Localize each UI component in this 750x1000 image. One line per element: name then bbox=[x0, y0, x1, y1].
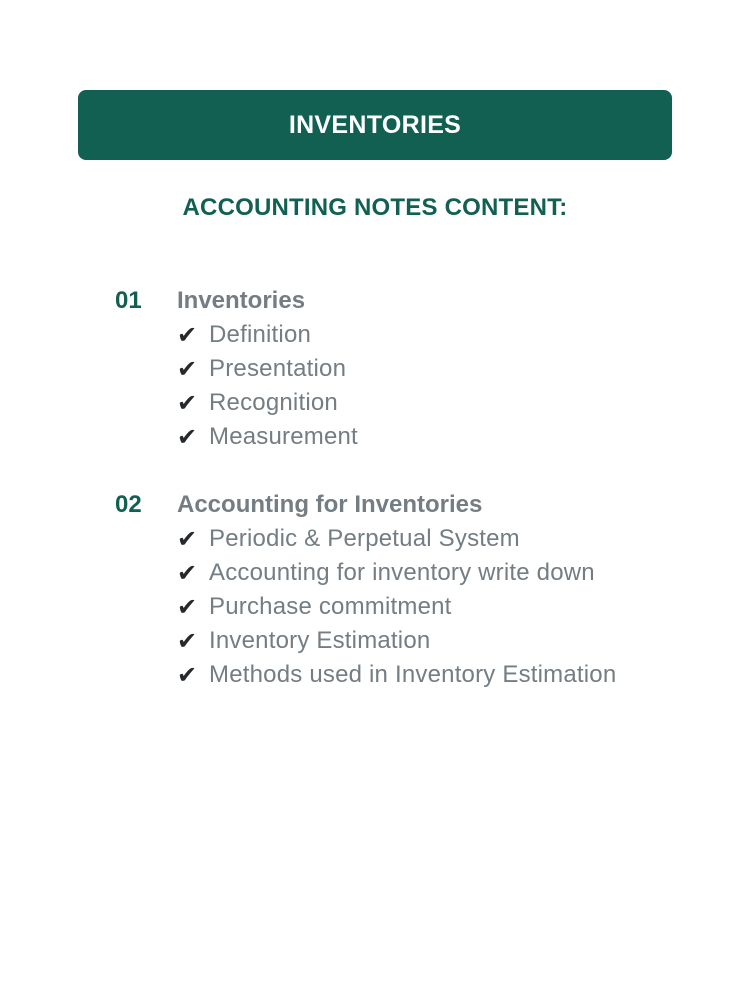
title-banner bbox=[78, 90, 672, 160]
checkmark-icon: ✔ bbox=[177, 389, 198, 417]
checkmark-icon: ✔ bbox=[177, 355, 198, 383]
list-item-label: Purchase commitment bbox=[209, 593, 452, 620]
section-number: 02 bbox=[115, 491, 142, 518]
list-item-label: Measurement bbox=[209, 423, 358, 450]
section-body bbox=[177, 284, 358, 454]
list-item bbox=[177, 556, 616, 590]
list-item-label: Presentation bbox=[209, 355, 347, 382]
checkmark-icon: ✔ bbox=[177, 661, 198, 689]
page-title: INVENTORIES bbox=[288, 110, 462, 139]
list-item bbox=[177, 658, 616, 692]
checkmark-icon: ✔ bbox=[177, 559, 198, 587]
section-title: Inventories bbox=[177, 287, 306, 314]
list-item bbox=[177, 352, 358, 386]
list-item-label: Recognition bbox=[209, 389, 338, 416]
list-item-label: Methods used in Inventory Estimation bbox=[209, 661, 617, 688]
checkmark-icon: ✔ bbox=[177, 593, 198, 621]
checkmark-icon: ✔ bbox=[177, 423, 198, 451]
list-item-label: Inventory Estimation bbox=[209, 627, 431, 654]
section-number: 01 bbox=[115, 287, 142, 314]
list-item bbox=[177, 386, 358, 420]
list-item bbox=[177, 420, 358, 454]
list-item-label: Definition bbox=[209, 321, 312, 348]
list-item bbox=[177, 590, 616, 624]
checkmark-icon: ✔ bbox=[177, 525, 198, 553]
section-body bbox=[177, 488, 616, 692]
checkmark-icon: ✔ bbox=[177, 321, 198, 349]
list-item bbox=[177, 318, 358, 352]
list-item bbox=[177, 624, 616, 658]
list-item-label: Accounting for inventory write down bbox=[209, 559, 595, 586]
checkmark-icon: ✔ bbox=[177, 627, 198, 655]
content-subtitle: ACCOUNTING NOTES CONTENT: bbox=[182, 194, 568, 221]
section-title: Accounting for Inventories bbox=[177, 491, 483, 518]
list-item bbox=[177, 522, 616, 556]
list-item-label: Periodic & Perpetual System bbox=[209, 525, 520, 552]
